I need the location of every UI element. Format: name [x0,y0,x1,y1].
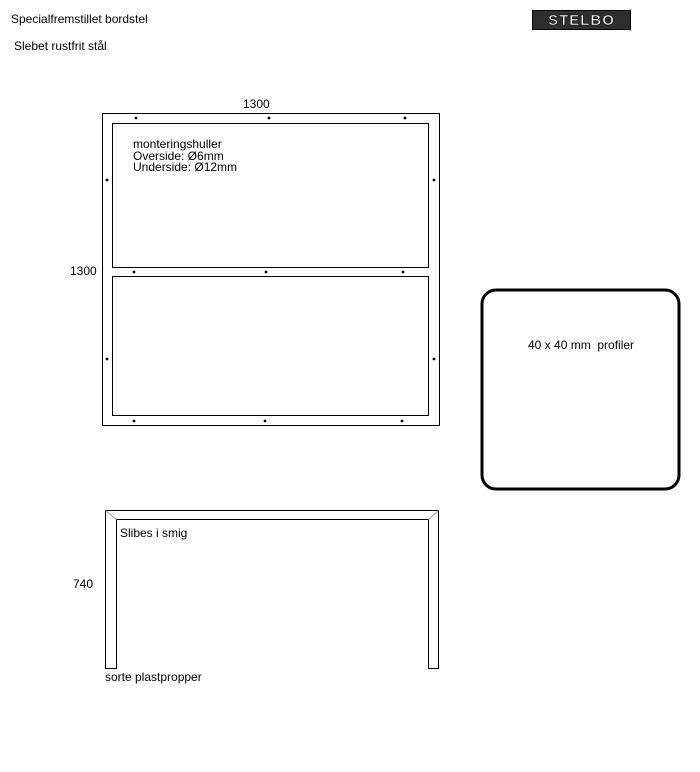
logo-text: STELBO [548,11,615,29]
mounting-hole [265,271,268,274]
profile-cross-section [482,290,679,489]
miter-cut-left [106,511,117,520]
width-dimension: 1300 [243,97,270,111]
drawing-title: Specialfremstillet bordstel [11,12,148,26]
miter-cut-right [429,511,439,520]
profile-label: 40 x 40 mm profiler [528,338,635,352]
mounting-hole [433,358,436,361]
depth-dimension: 1300 [70,264,97,278]
mounting-hole [133,420,136,423]
top-view-lower-panel [113,277,429,416]
mounting-hole [433,179,436,182]
miter-note: Slibes i smig [120,526,188,540]
mounting-hole [106,179,109,182]
mounting-hole [264,420,267,423]
holes-bottom-spec: Underside: Ø12mm [133,160,238,174]
mounting-hole [268,117,271,120]
height-dimension: 740 [73,577,94,591]
material-subtitle: Slebet rustfrit stål [14,39,107,53]
mounting-hole [106,358,109,361]
mounting-hole [135,117,138,120]
holes-title: monteringshuller [133,137,222,151]
mounting-hole [404,117,407,120]
mounting-hole [133,271,136,274]
feet-note: sorte plastpropper [105,670,202,684]
holes-top-spec: Overside: Ø6mm [133,149,224,163]
mounting-hole [402,271,405,274]
mounting-hole [401,420,404,423]
